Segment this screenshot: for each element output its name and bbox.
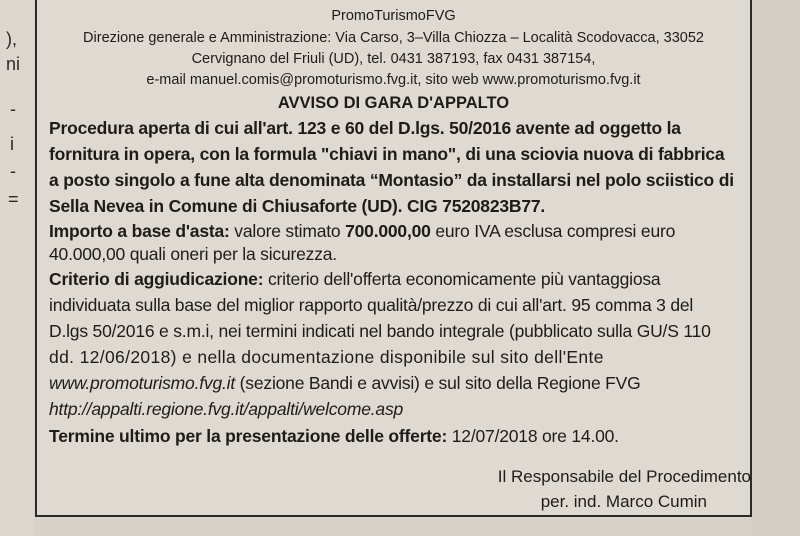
header-web: e-mail manuel.comis@promoturismo.fvg.it, sito web www.promoturismo.fvg.it xyxy=(146,72,641,88)
header-address: Direzione generale e Amministrazione: Via Carso, 3–Villa Chiozza – Località Scodovacca, 33052 xyxy=(83,30,704,46)
importo-line-2: 40.000,00 quali oneri per la sicurezza. xyxy=(49,244,337,264)
ente-url: www.promoturismo.fvg.it xyxy=(49,373,236,393)
page-margin xyxy=(752,0,800,536)
gutter-text: - xyxy=(10,161,16,181)
criterio-line-5-text: (sezione Bandi e avvisi) e sul sito della Regione FVG xyxy=(235,373,641,393)
procedure-line: a posto singolo a fune alta denominata “Montasio” da installarsi nel polo sciistico di xyxy=(49,170,734,190)
gutter-text: = xyxy=(8,189,19,209)
importo-text: valore stimato xyxy=(229,221,346,241)
importo-amount: 700.000,00 xyxy=(345,221,431,241)
procedure-line: Sella Nevea in Comune di Chiusaforte (UD). CIG 7520823B77. xyxy=(49,196,546,216)
gutter-text: - xyxy=(10,99,16,119)
gutter-text: ni xyxy=(6,54,21,74)
importo-line xyxy=(49,221,675,242)
gutter-text: ), xyxy=(6,29,17,49)
deadline-line xyxy=(49,426,619,447)
criterio-line-4: dd. 12/06/2018) e nella documentazione disponibile sul sito dell'Ente xyxy=(49,347,604,367)
importo-label: Importo a base d'asta: xyxy=(49,221,230,241)
deadline-value: 12/07/2018 ore 14.00. xyxy=(447,426,619,446)
importo-text-end: euro IVA esclusa compresi euro xyxy=(430,221,676,241)
criterio-text: criterio dell'offerta economicamente più vantaggiosa xyxy=(263,269,661,289)
criterio-label: Criterio di aggiudicazione: xyxy=(49,269,264,289)
procedure-line: fornitura in opera, con la formula "chiavi in mano", di una sciovia nuova di fabbrica xyxy=(49,144,725,164)
signature-role: Il Responsabile del Procedimento xyxy=(497,467,751,486)
notice-title: AVVISO DI GARA D'APPALTO xyxy=(277,94,510,112)
signature-name: per. ind. Marco Cumin xyxy=(540,492,707,511)
criterio-line-2: individuata sulla base del miglior rapporto qualità/prezzo di cui all'art. 95 comma 3 del xyxy=(49,295,694,315)
tender-notice xyxy=(35,0,752,517)
procedure-line: Procedura aperta di cui all'art. 123 e 60 del D.lgs. 50/2016 avente ad oggetto la xyxy=(49,118,681,138)
regione-url: http://appalti.regione.fvg.it/appalti/welcome.asp xyxy=(49,399,404,419)
header-contacts: Cervignano del Friuli (UD), tel. 0431 387193, fax 0431 387154, xyxy=(191,51,596,67)
criterio-line xyxy=(49,269,660,290)
criterio-line-5 xyxy=(49,373,641,394)
deadline-label: Termine ultimo per la presentazione delle offerte: xyxy=(49,426,448,446)
org-name: PromoTurismoFVG xyxy=(331,8,456,24)
gutter-text: i xyxy=(10,134,14,154)
adjacent-column-fragment xyxy=(0,0,34,536)
criterio-line-3: D.lgs 50/2016 e s.m.i, nei termini indicati nel bando integrale (pubblicato sulla GU/S 110 xyxy=(49,321,711,341)
